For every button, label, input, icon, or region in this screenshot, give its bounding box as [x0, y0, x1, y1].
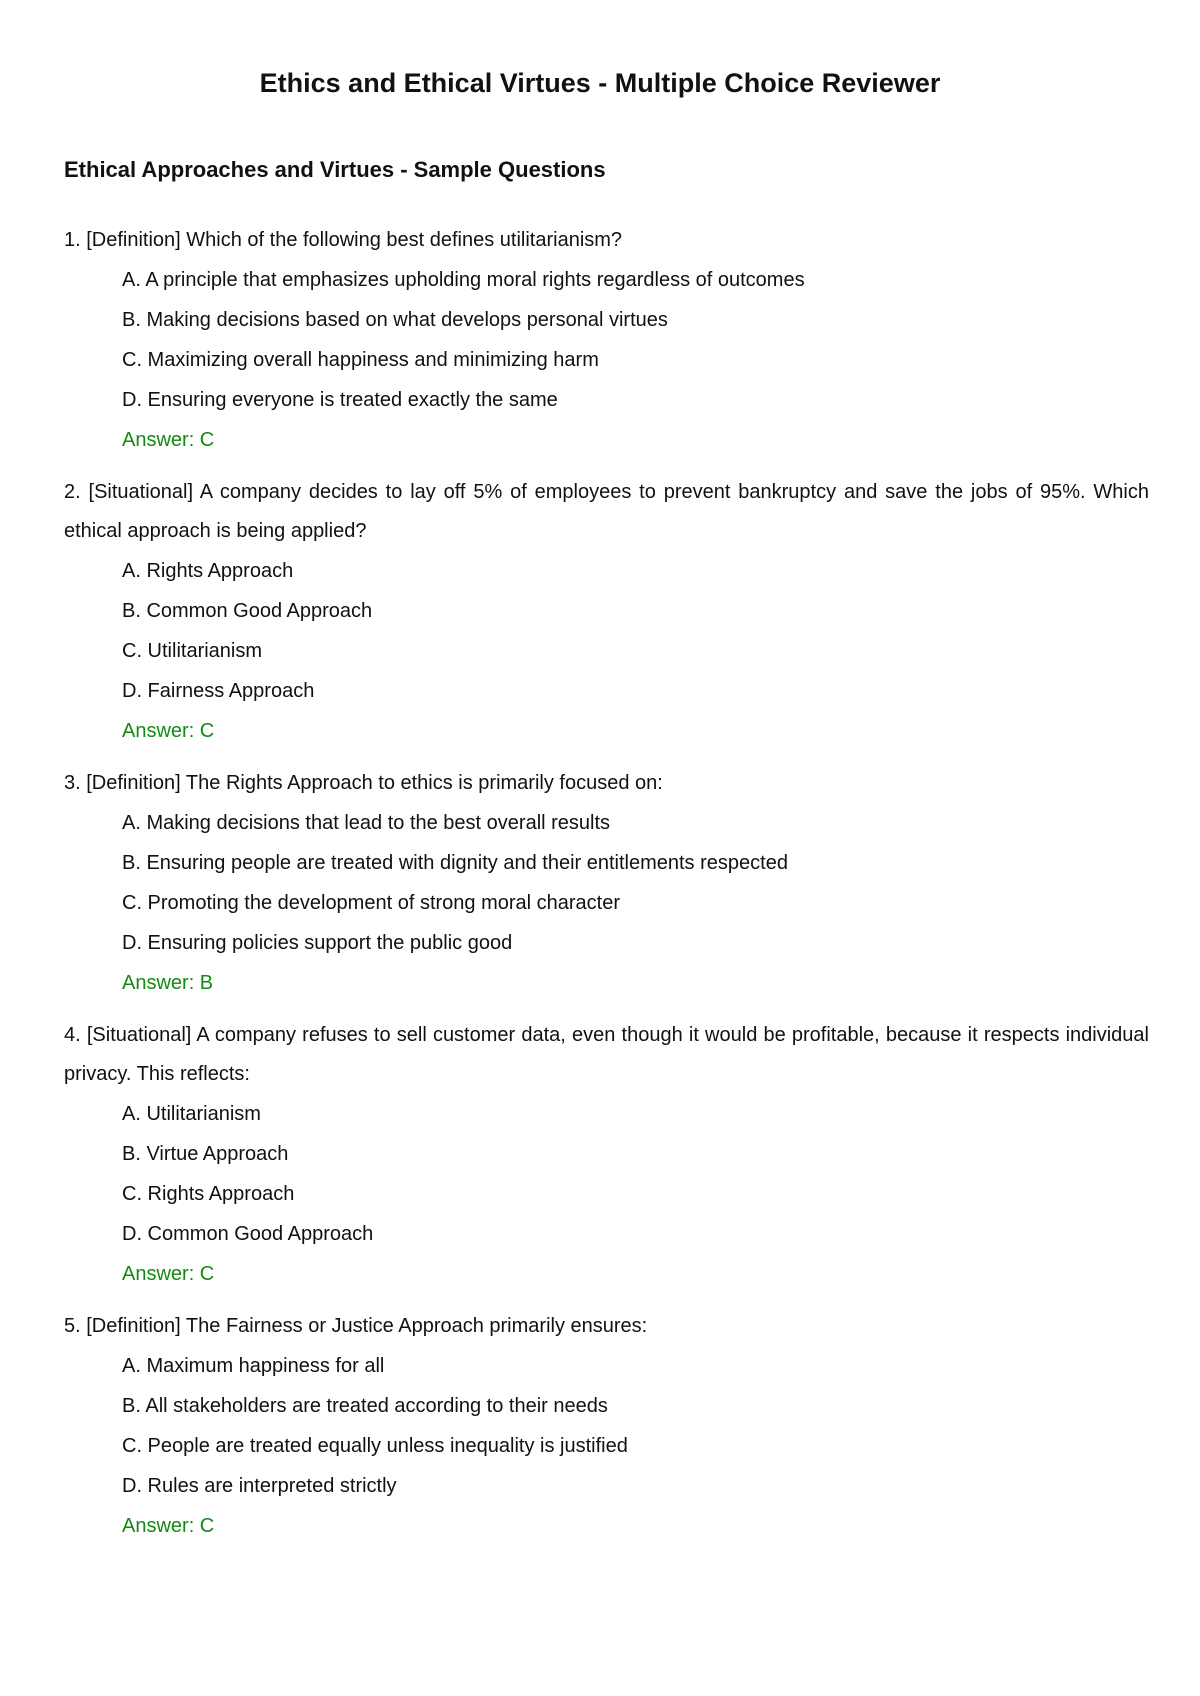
option-list [64, 1094, 1149, 1254]
option-c: C. Rights Approach [122, 1183, 295, 1205]
option-c: C. Maximizing overall happiness and minimizing harm [122, 349, 599, 371]
option-b: B. All stakeholders are treated according to their needs [122, 1395, 608, 1417]
option-d: D. Ensuring policies support the public good [122, 932, 513, 954]
question-text: 5. [Definition] The Fairness or Justice Approach primarily ensures: [64, 1315, 648, 1337]
option-d: D. Ensuring everyone is treated exactly the same [122, 389, 558, 411]
option-b: B. Making decisions based on what develops personal virtues [122, 309, 668, 331]
option-list [64, 803, 1149, 963]
option-b: B. Virtue Approach [122, 1143, 289, 1165]
answer-key: Answer: C [122, 1515, 215, 1537]
option-list [64, 260, 1149, 420]
answer-key: Answer: B [122, 972, 214, 994]
question-text: 4. [Situational] A company refuses to sell customer data, even though it would be profitable, because it respects individual privacy. This reflects: [64, 1024, 1149, 1085]
option-d: D. Common Good Approach [122, 1223, 374, 1245]
option-list [64, 551, 1149, 711]
section-title: Ethical Approaches and Virtues - Sample Questions [64, 157, 606, 182]
question-text: 2. [Situational] A company decides to lay off 5% of employees to prevent bankruptcy and save the jobs of 95%. Which ethical approach is being applied? [64, 481, 1149, 542]
option-a: A. A principle that emphasizes upholding moral rights regardless of outcomes [122, 269, 805, 291]
option-list [64, 1346, 1149, 1506]
question-list [64, 221, 1149, 1559]
option-a: A. Rights Approach [122, 560, 294, 582]
question-text: 1. [Definition] Which of the following best defines utilitarianism? [64, 229, 623, 251]
option-c: C. Utilitarianism [122, 640, 263, 662]
option-d: D. Rules are interpreted strictly [122, 1475, 397, 1497]
option-b: B. Common Good Approach [122, 600, 373, 622]
document-title: Ethics and Ethical Virtues - Multiple Choice Reviewer [259, 68, 941, 98]
question-item [64, 473, 1149, 751]
question-text: 3. [Definition] The Rights Approach to ethics is primarily focused on: [64, 772, 663, 794]
option-c: C. People are treated equally unless inequality is justified [122, 1435, 628, 1457]
question-item [64, 1307, 1149, 1546]
option-c: C. Promoting the development of strong moral character [122, 892, 621, 914]
answer-key: Answer: C [122, 429, 215, 451]
option-a: A. Making decisions that lead to the best overall results [122, 812, 611, 834]
answer-key: Answer: C [122, 720, 215, 742]
option-a: A. Maximum happiness for all [122, 1355, 385, 1377]
question-item [64, 221, 1149, 460]
answer-key: Answer: C [122, 1263, 215, 1285]
option-d: D. Fairness Approach [122, 680, 315, 702]
question-item [64, 1016, 1149, 1294]
question-item [64, 764, 1149, 1003]
option-b: B. Ensuring people are treated with dignity and their entitlements respected [122, 852, 788, 874]
option-a: A. Utilitarianism [122, 1103, 261, 1125]
